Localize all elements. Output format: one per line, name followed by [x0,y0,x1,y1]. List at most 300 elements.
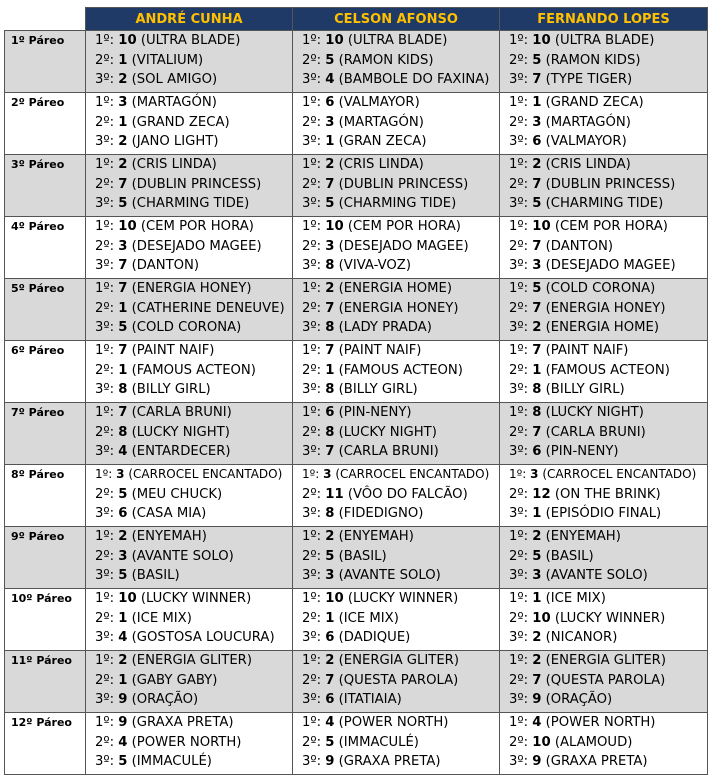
pick-line: 1º: 10 (CEM POR HORA) [509,219,668,234]
pick-horse-name: IMMACULÉ [343,734,414,750]
pick-line: 1º: 10 (ULTRA BLADE) [95,33,241,48]
tipster-1-picks-cell [86,31,293,93]
pick-horse-name: BILLY GIRL [136,382,206,397]
pick-number: 3 [530,467,539,481]
pick-line: 2º: 10 (ALAMOUD) [509,734,633,750]
pick-line: 2º: 7 (DANTON) [509,238,614,254]
table-row [5,403,708,465]
pick-number: 2 [325,157,335,172]
pick-position: 2º: [509,424,529,440]
pick-position: 1º: [302,157,322,172]
pick-horse-name: GRAXA PRETA [550,754,643,769]
pick-line: 3º: 3 (AVANTE SOLO) [302,568,441,583]
pick-number: 6 [325,405,335,420]
tipster-3-picks-cell [500,341,708,403]
pick-line: 3º: 4 (GOSTOSA LOUCURA) [95,630,275,645]
pick-line: 1º: 5 (COLD CORONA) [509,281,656,296]
pick-number: 2 [118,529,128,544]
pick-position: 2º: [509,238,529,254]
pick-line: 2º: 1 (VITALIUM) [95,52,204,68]
pick-number: 8 [325,320,335,335]
pick-line: 1º: 2 (ENYEMAH) [95,529,207,544]
pick-line: 3º: 2 (JANO LIGHT) [95,134,219,149]
tipster-3-picks-cell [500,465,708,527]
pick-number: 7 [325,343,335,358]
pick-line: 3º: 5 (CHARMING TIDE) [509,196,664,211]
pick-position: 3º: [95,382,115,397]
pick-position: 2º: [302,610,322,626]
pick-horse-name: ENERGIA GLITER [136,653,247,668]
pick-position: 2º: [509,300,529,316]
pick-horse-name: EPISÓDIO FINAL [550,506,657,521]
pick-position: 1º: [302,467,320,481]
tipster-1-picks-cell [86,403,293,465]
pick-horse-name: CARROCEL ENCANTADO [133,467,278,481]
pick-position: 2º: [509,734,529,750]
race-label: 8º Páreo [5,465,86,527]
pick-horse-name: PIN-NENY [343,405,407,420]
pick-horse-name: GRAND ZECA [136,114,225,130]
pick-number: 1 [532,506,542,521]
tipster-2-picks-cell [293,155,500,217]
pick-position: 1º: [302,95,322,110]
pick-horse-name: BILLY GIRL [550,382,620,397]
pick-line: 2º: 1 (GABY GABY) [95,672,218,688]
pick-number: 5 [325,196,335,211]
pick-position: 1º: [509,467,527,481]
pick-number: 2 [532,529,542,544]
picks-table-container [4,7,708,775]
pick-number: 10 [325,591,344,606]
pick-number: 1 [118,300,128,316]
pick-number: 10 [118,591,137,606]
pick-horse-name: QUESTA PAROLA [343,672,454,688]
pick-position: 3º: [509,444,529,459]
pick-number: 5 [325,548,335,564]
pick-horse-name: ENERGIA HONEY [550,300,661,316]
pick-number: 4 [532,715,542,730]
pick-number: 3 [325,238,335,254]
pick-line: 3º: 9 (ORAÇÃO) [95,692,199,707]
pick-horse-name: ENERGIA HONEY [136,281,247,296]
pick-position: 1º: [95,653,115,668]
pick-line: 1º: 2 (ENYEMAH) [509,529,621,544]
pick-line: 3º: 6 (ITATIAIA) [302,692,402,707]
pick-position: 3º: [302,196,322,211]
pick-number: 1 [118,362,128,378]
pick-line: 1º: 9 (GRAXA PRETA) [95,715,234,730]
pick-line: 2º: 3 (DESEJADO MAGEE) [302,238,469,254]
pick-line: 3º: 9 (GRAXA PRETA) [302,754,441,769]
pick-horse-name: AVANTE SOLO [343,568,436,583]
table-row [5,465,708,527]
pick-position: 1º: [509,157,529,172]
pick-position: 1º: [95,95,115,110]
pick-number: 10 [118,33,137,48]
pick-position: 2º: [302,734,322,750]
pick-position: 1º: [302,715,322,730]
pick-number: 10 [532,734,551,750]
pick-number: 6 [532,134,542,149]
pick-number: 8 [118,382,128,397]
pick-horse-name: DESEJADO MAGEE [550,258,671,273]
pick-horse-name: FAMOUS ACTEON [343,362,458,378]
pick-number: 3 [325,568,335,583]
tipster-3-picks-cell [500,31,708,93]
pick-number: 10 [325,33,344,48]
tipster-1-picks-cell [86,589,293,651]
race-label: 9º Páreo [5,527,86,589]
table-row [5,93,708,155]
tipster-2-picks-cell [293,465,500,527]
race-label: 4º Páreo [5,217,86,279]
pick-position: 1º: [509,95,529,110]
tipster-3-picks-cell [500,93,708,155]
pick-line: 2º: 12 (ON THE BRINK) [509,486,661,502]
pick-line: 1º: 7 (PAINT NAIF) [509,343,629,358]
tipster-2-picks-cell [293,341,500,403]
pick-position: 1º: [509,281,529,296]
pick-position: 3º: [509,754,529,769]
pick-horse-name: COLD CORONA [136,320,237,335]
pick-line: 2º: 7 (DUBLIN PRINCESS) [95,176,262,192]
pick-horse-name: POWER NORTH [136,734,237,750]
pick-number: 7 [325,300,335,316]
pick-line: 1º: 1 (GRAND ZECA) [509,95,644,110]
pick-line: 3º: 4 (ENTARDECER) [95,444,231,459]
pick-number: 4 [118,444,128,459]
pick-position: 2º: [509,672,529,688]
pick-line: 3º: 6 (VALMAYOR) [509,134,627,149]
pick-position: 1º: [95,343,115,358]
tipster-1-picks-cell [86,527,293,589]
pick-position: 1º: [509,591,529,606]
pick-horse-name: MARTAGÓN [550,114,626,130]
pick-line: 1º: 2 (CRIS LINDA) [509,157,631,172]
header-tipster-3: FERNANDO LOPES [500,8,708,31]
pick-position: 1º: [302,219,322,234]
race-label: 5º Páreo [5,279,86,341]
pick-line: 2º: 10 (LUCKY WINNER) [509,610,666,626]
pick-line: 2º: 5 (IMMACULÉ) [302,734,419,750]
pick-line: 1º: 3 (CARROCEL ENCANTADO) [95,467,283,481]
race-label: 6º Páreo [5,341,86,403]
pick-line: 1º: 2 (ENERGIA GLITER) [509,653,666,668]
pick-position: 1º: [509,715,529,730]
pick-line: 2º: 5 (MEU CHUCK) [95,486,223,502]
pick-position: 3º: [302,506,322,521]
pick-horse-name: SOL AMIGO [136,72,212,87]
pick-number: 10 [532,219,551,234]
tipster-3-picks-cell [500,713,708,775]
pick-position: 2º: [509,362,529,378]
pick-position: 2º: [95,424,115,440]
pick-number: 7 [532,424,542,440]
pick-number: 9 [532,692,542,707]
pick-horse-name: POWER NORTH [550,715,651,730]
pick-number: 1 [118,52,128,68]
pick-line: 3º: 9 (ORAÇÃO) [509,692,613,707]
pick-position: 1º: [302,591,322,606]
tipster-2-picks-cell [293,527,500,589]
pick-line: 1º: 10 (LUCKY WINNER) [95,591,252,606]
pick-position: 2º: [95,734,115,750]
pick-number: 7 [118,281,128,296]
pick-horse-name: LUCKY NIGHT [550,405,639,420]
pick-line: 1º: 2 (ENERGIA HOME) [302,281,452,296]
pick-line: 1º: 2 (CRIS LINDA) [302,157,424,172]
pick-horse-name: CARLA BRUNI [550,424,641,440]
pick-horse-name: DESEJADO MAGEE [343,238,464,254]
pick-number: 2 [325,529,335,544]
pick-number: 12 [532,486,551,502]
table-row [5,217,708,279]
pick-number: 1 [532,591,542,606]
pick-position: 2º: [95,362,115,378]
pick-horse-name: LUCKY WINNER [145,591,247,606]
tipster-3-picks-cell [500,217,708,279]
pick-position: 3º: [95,444,115,459]
tipster-1-picks-cell [86,217,293,279]
pick-line: 2º: 1 (ICE MIX) [95,610,192,626]
pick-horse-name: ULTRA BLADE [352,33,443,48]
tipster-1-picks-cell [86,713,293,775]
pick-number: 6 [325,692,335,707]
pick-position: 3º: [509,258,529,273]
pick-position: 3º: [302,258,322,273]
pick-horse-name: RAMON KIDS [550,52,636,68]
pick-line: 3º: 5 (CHARMING TIDE) [95,196,250,211]
pick-position: 3º: [95,134,115,149]
pick-number: 1 [325,134,335,149]
pick-number: 9 [118,692,128,707]
header-tipster-2: CELSON AFONSO [293,8,500,31]
pick-horse-name: FAMOUS ACTEON [136,362,251,378]
pick-position: 2º: [509,610,529,626]
pick-line: 3º: 8 (BILLY GIRL) [302,382,418,397]
pick-number: 9 [118,715,128,730]
pick-horse-name: BASIL [343,548,382,564]
pick-number: 3 [532,258,542,273]
pick-line: 2º: 1 (FAMOUS ACTEON) [509,362,670,378]
pick-horse-name: BILLY GIRL [343,382,413,397]
pick-position: 2º: [95,300,115,316]
pick-line: 2º: 3 (MARTAGÓN) [302,114,424,130]
pick-number: 2 [532,157,542,172]
pick-number: 1 [325,362,335,378]
pick-position: 2º: [302,548,322,564]
pick-number: 10 [532,610,551,626]
pick-line: 3º: 7 (DANTON) [95,258,200,273]
pick-position: 1º: [95,157,115,172]
pick-number: 6 [325,630,335,645]
pick-horse-name: ON THE BRINK [559,486,656,502]
pick-line: 3º: 2 (NICANOR) [509,630,618,645]
pick-number: 1 [325,610,335,626]
pick-horse-name: CEM POR HORA [559,219,663,234]
pick-horse-name: ORAÇÃO [550,692,607,707]
tipster-2-picks-cell [293,651,500,713]
pick-line: 3º: 6 (PIN-NENY) [509,444,619,459]
pick-number: 8 [118,424,128,440]
race-label: 1º Páreo [5,31,86,93]
pick-horse-name: GRAND ZECA [550,95,639,110]
pick-horse-name: ICE MIX [136,610,187,626]
pick-horse-name: DUBLIN PRINCESS [343,176,464,192]
pick-horse-name: ENERGIA HOME [550,320,654,335]
race-label: 7º Páreo [5,403,86,465]
pick-number: 7 [532,176,542,192]
pick-number: 3 [118,548,128,564]
pick-position: 1º: [95,591,115,606]
pick-position: 3º: [302,754,322,769]
pick-position: 1º: [302,405,322,420]
pick-horse-name: FAMOUS ACTEON [550,362,665,378]
pick-number: 7 [532,343,542,358]
pick-position: 2º: [302,486,322,502]
tipster-3-picks-cell [500,651,708,713]
pick-number: 1 [118,610,128,626]
pick-horse-name: CARLA BRUNI [136,405,227,420]
pick-line: 3º: 8 (FIDEDIGNO) [302,506,424,521]
pick-line: 3º: 3 (DESEJADO MAGEE) [509,258,676,273]
pick-number: 2 [118,134,128,149]
pick-position: 1º: [509,219,529,234]
tipster-1-picks-cell [86,651,293,713]
pick-position: 3º: [95,320,115,335]
pick-number: 10 [118,219,137,234]
pick-number: 7 [532,72,542,87]
pick-number: 1 [118,672,128,688]
pick-position: 3º: [509,196,529,211]
pick-horse-name: AVANTE SOLO [136,548,229,564]
pick-number: 7 [118,258,128,273]
pick-position: 2º: [509,114,529,130]
pick-number: 3 [323,467,332,481]
pick-position: 2º: [302,114,322,130]
pick-position: 3º: [95,72,115,87]
pick-position: 3º: [302,72,322,87]
pick-line: 1º: 10 (ULTRA BLADE) [302,33,448,48]
pick-number: 5 [532,196,542,211]
pick-horse-name: LUCKY WINNER [352,591,454,606]
pick-line: 1º: 7 (ENERGIA HONEY) [95,281,252,296]
pick-number: 5 [532,52,542,68]
pick-line: 3º: 4 (BAMBOLE DO FAXINA) [302,72,490,87]
tipster-1-picks-cell [86,465,293,527]
pick-position: 2º: [509,548,529,564]
pick-number: 7 [532,672,542,688]
pick-position: 2º: [95,176,115,192]
pick-horse-name: ITATIAIA [343,692,397,707]
pick-number: 2 [118,157,128,172]
pick-position: 1º: [302,343,322,358]
pick-number: 8 [325,506,335,521]
pick-number: 3 [325,114,335,130]
tipster-3-picks-cell [500,403,708,465]
pick-position: 3º: [95,506,115,521]
pick-horse-name: FIDEDIGNO [343,506,419,521]
pick-horse-name: NICANOR [550,630,613,645]
pick-line: 1º: 7 (PAINT NAIF) [302,343,422,358]
pick-line: 2º: 5 (BASIL) [302,548,387,564]
tipster-3-picks-cell [500,527,708,589]
pick-horse-name: GABY GABY [136,672,213,688]
pick-horse-name: LADY PRADA [343,320,427,335]
pick-horse-name: ENYEMAH [550,529,616,544]
pick-horse-name: DANTON [550,238,608,254]
pick-number: 3 [532,568,542,583]
pick-line: 1º: 6 (PIN-NENY) [302,405,412,420]
pick-horse-name: VALMAYOR [550,134,622,149]
pick-line: 2º: 1 (GRAND ZECA) [95,114,230,130]
pick-horse-name: POWER NORTH [343,715,444,730]
pick-horse-name: BASIL [136,568,175,583]
pick-horse-name: TYPE TIGER [550,72,628,87]
pick-number: 1 [118,114,128,130]
pick-number: 2 [532,320,542,335]
pick-line: 2º: 7 (DUBLIN PRINCESS) [509,176,676,192]
pick-position: 1º: [509,529,529,544]
pick-position: 3º: [509,630,529,645]
table-row [5,589,708,651]
table-body [5,31,708,775]
pick-line: 1º: 7 (PAINT NAIF) [95,343,215,358]
pick-horse-name: CEM POR HORA [352,219,456,234]
pick-line: 1º: 6 (VALMAYOR) [302,95,420,110]
pick-position: 3º: [95,630,115,645]
pick-number: 7 [532,238,542,254]
pick-line: 3º: 5 (CHARMING TIDE) [302,196,457,211]
header-tipster-1: ANDRÉ CUNHA [86,8,293,31]
pick-position: 2º: [95,114,115,130]
tipster-2-picks-cell [293,279,500,341]
pick-number: 8 [532,382,542,397]
pick-position: 3º: [509,568,529,583]
pick-line: 2º: 7 (QUESTA PAROLA) [509,672,666,688]
pick-line: 2º: 5 (RAMON KIDS) [302,52,434,68]
pick-position: 1º: [509,343,529,358]
pick-position: 1º: [302,33,322,48]
pick-number: 5 [532,548,542,564]
pick-horse-name: IMMACULÉ [136,754,207,769]
pick-position: 2º: [95,238,115,254]
pick-line: 2º: 7 (ENERGIA HONEY) [302,300,459,316]
pick-line: 3º: 2 (ENERGIA HOME) [509,320,659,335]
pick-line: 2º: 5 (BASIL) [509,548,594,564]
pick-number: 2 [118,653,128,668]
pick-horse-name: ENERGIA HONEY [343,300,454,316]
pick-position: 2º: [302,424,322,440]
pick-number: 6 [118,506,128,521]
pick-horse-name: CHARMING TIDE [550,196,659,211]
pick-horse-name: PIN-NENY [550,444,614,459]
pick-number: 2 [118,72,128,87]
pick-number: 7 [118,405,128,420]
pick-horse-name: DUBLIN PRINCESS [550,176,671,192]
pick-line: 1º: 3 (CARROCEL ENCANTADO) [509,467,697,481]
pick-horse-name: ORAÇÃO [136,692,193,707]
pick-position: 2º: [95,486,115,502]
pick-line: 3º: 8 (BILLY GIRL) [509,382,625,397]
pick-position: 2º: [509,52,529,68]
tipster-2-picks-cell [293,217,500,279]
pick-number: 7 [325,176,335,192]
table-row [5,713,708,775]
tipster-1-picks-cell [86,155,293,217]
pick-position: 1º: [95,33,115,48]
pick-number: 7 [325,444,335,459]
